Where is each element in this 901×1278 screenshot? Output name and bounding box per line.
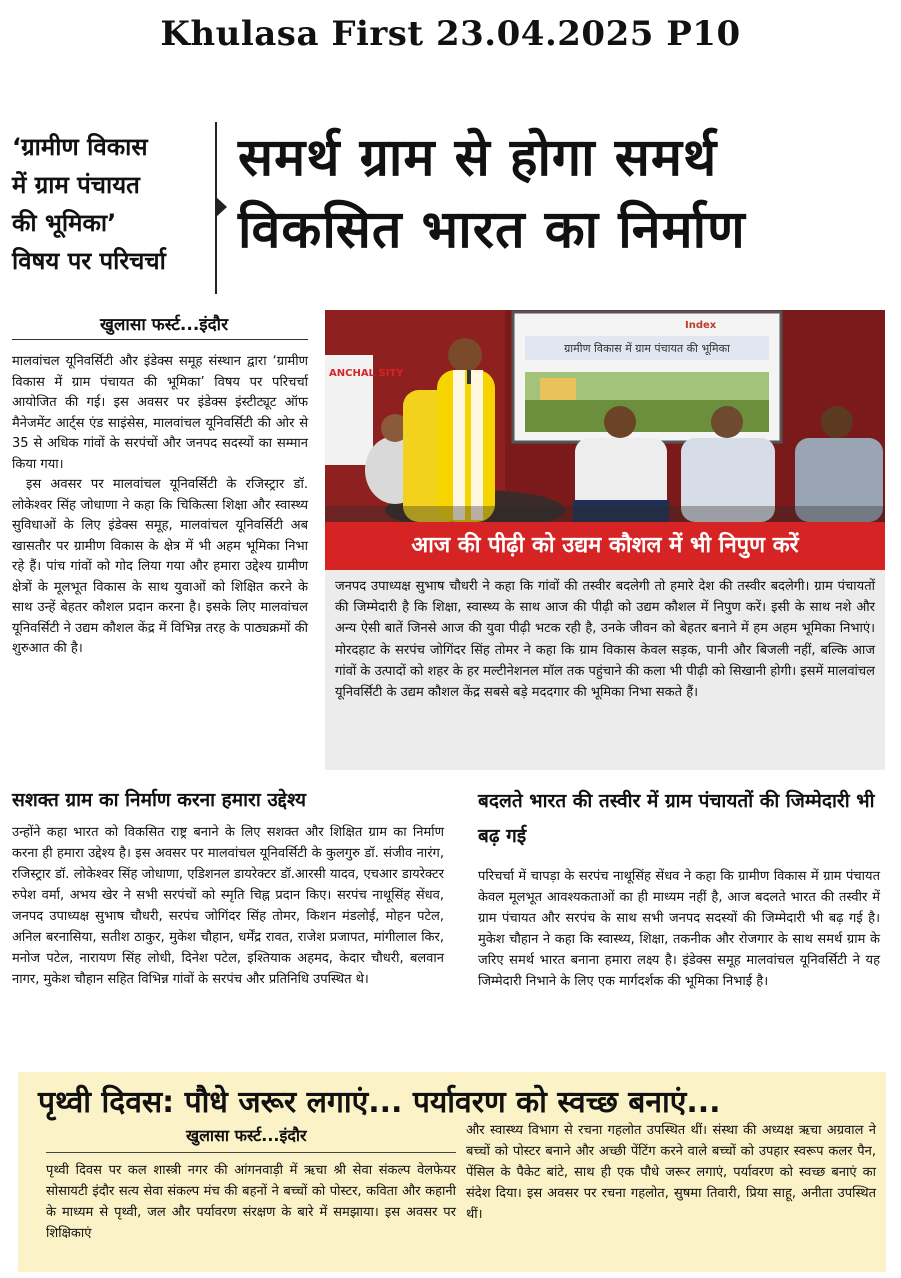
kicker-line: विषय पर परिचर्चा — [12, 247, 166, 275]
dateline-rule — [12, 339, 308, 340]
banner-text: ANCHAL SITY — [329, 368, 404, 379]
paragraph: इस अवसर पर मालवांचल यूनिवर्सिटी के रजिस्ट्रार डॉ. लोकेश्वर सिंह जोधाणा ने कहा कि चिकित्सा शिक्षा और स्वास्थ्य सुविधाओं के लिए इंडेक्स समूह, मालवांचल यूनिवर्सिटी अब खासतौर पर ग्रामीण विकास के क्षेत्र में भी अहम भूमिका निभा रहे हैं। पांच गांवों को गोद लिया गया और हमारा उद्देश्य ग्रामीण क्षेत्रों के मूलभूत विकास के साथ युवाओं को शिक्षित करने के साथ उन्हें बेहतर कौशल प्रदान करना है। इसके लिए मालवांचल यूनिवर्सिटी ने उद्यम कौशल केंद्र में विभिन्न तरह के पाठ्यक्रमों की शुरुआत की है। — [12, 477, 308, 656]
box-rule — [46, 1152, 456, 1153]
headline-line: समर्थ ग्राम से होगा समर्थ — [238, 128, 718, 188]
screen-title: ग्रामीण विकास में ग्राम पंचायत की भूमिका — [564, 342, 730, 355]
subheading-left: सशक्त ग्राम का निर्माण करना हमारा उद्देश्य — [12, 789, 307, 811]
box-dateline: खुलासा फर्स्ट...इंदौर — [186, 1126, 307, 1145]
left-column-bottom: उन्होंने कहा भारत को विकसित राष्ट्र बनाने के लिए सशक्त और शिक्षित ग्राम का निर्माण करना ही हमारा उद्देश्य है। इस अवसर पर मालवांचल यूनिवर्सिटी के कुलगुरु डॉ. संजीव नारंग, रजिस्ट्रार डॉ. लोकेश्वर सिंह जोधाणा, एडिशनल डायरेक्टर डॉ.आरसी यादव, एचआर डायरेक्टर रुपेश वर्मा, अभय खेर ने सभी सरपंचों को स्मृति चिह्न प्रदान किए। सरपंच नाथूसिंह सेंधव, जनपद उपाध्यक्ष सुभाष चौधरी, सरपंच जोगिंदर सिंह तोमर, किशन मंडलोई, मोहन पटेल, अनिल बरनासिया, सतीश ठाकुर, मुकेश चौहान, धर्मेंद्र रावत, राजेश प्रजापत, मांगीलाल किर, मनोज पटेल, नारायण सिंह लोधी, दिनेश पटेल, इश्तियाक अहमद, केदार चौधरी, बलवान नागर, मुकेश चौहान सहित विभिन्न गांवों के सरपंच और प्रतिनिधि उपस्थित थे। — [12, 825, 444, 987]
left-column — [12, 352, 308, 660]
kicker-line: ‘ग्रामीण विकास — [12, 133, 148, 161]
right-column-bottom: परिचर्चा में चापड़ा के सरपंच नाथूसिंह सेंधव ने कहा कि ग्रामीण विकास में ग्राम पंचायत केवल मूलभूत आवश्यकताओं का ही माध्यम नहीं है, आज बदलते भारत की तस्वीर में ग्राम पंचायत और सरपंच के साथ सभी जनपद सदस्यों की जिम्मेदारी भी बढ़ गई है। मुकेश चौहान ने कहा कि स्वास्थ्य, शिक्षा, तकनीक और रोजगार के साथ समर्थ ग्राम के जरिए समर्थ भारत बनाना हमारा लक्ष्य है। इंडेक्स समूह मालवांचल यूनिवर्सिटी ने यह जिम्मेदारी निभाने के लिए एक मार्गदर्शक की भूमिका निभाई है। — [478, 869, 880, 989]
story-kicker — [12, 128, 212, 280]
subheading-right: बदलते भारत की तस्वीर में ग्राम पंचायतों की जिम्मेदारी भी बढ़ गई — [478, 790, 875, 847]
paragraph: मालवांचल यूनिवर्सिटी और इंडेक्स समूह संस्थान द्वारा ‘ग्रामीण विकास में ग्राम पंचायत की भूमिका’ विषय पर परिचर्चा आयोजित की गई। इस अवसर पर इंडेक्स इंस्टीट्यूट ऑफ मैनेजमेंट आर्ट्स एंड साइंसेस, मालवांचल यूनिवर्सिटी की ओर से 35 से अधिक गांवों के सरपंचों और जनपद सदस्यों का सम्मान किया गया। — [12, 354, 308, 472]
photo-caption: आज की पीढ़ी को उद्यम कौशल में भी निपुण करें — [325, 522, 885, 570]
earth-day-box — [18, 1072, 886, 1272]
event-photo — [325, 310, 885, 522]
masthead: Khulasa First 23.04.2025 P10 — [160, 14, 741, 54]
kicker-arrow-icon — [215, 196, 227, 218]
dateline: खुलासा फर्स्ट...इंदौर — [100, 315, 229, 335]
main-headline — [238, 122, 888, 266]
screen-brand: Index — [685, 320, 717, 331]
right-column-top: जनपद उपाध्यक्ष सुभाष चौधरी ने कहा कि गांवों की तस्वीर बदलेगी तो हमारे देश की तस्वीर बदलेगी। ग्राम पंचायतों की जिम्मेदारी है कि शिक्षा, स्वास्थ्य के साथ आज की पीढ़ी को उद्यम कौशल में निपुण करें। इसी के साथ नशे और अन्य ऐसी बातें जिनसे आज की युवा पीढ़ी भटक रही है, उनके जीवन को बेहतर बनाने में हम अहम भूमिका निभाएं। मोरदहाट के सरपंच जोगिंदर सिंह तोमर ने कहा कि ग्राम विकास केवल सड़क, पानी और बिजली नहीं, बल्कि आज गांवों के उत्पादों को शहर के हर मल्टीनेशनल मॉल तक पहुंचाने की कला भी पीढ़ी को सिखानी होगी। इसमें मालवांचल यूनिवर्सिटी के उद्यम कौशल केंद्र सबसे बड़े मददगार की भूमिका निभा सकते हैं। — [325, 570, 885, 770]
headline-line: विकसित भारत का निर्माण — [238, 200, 746, 260]
box-body-left: पृथ्वी दिवस पर कल शास्त्री नगर की आंगनवाड़ी में ऋचा श्री सेवा संकल्प वेलफेयर सोसायटी इंदौर सत्य सेवा संकल्प मंच की बहनों ने बच्चों को पोस्टर, कविता और कहानी के माध्यम से पृथ्वी, जल और पर्यावरण संरक्षण के बारे में समझाया। इस अवसर पर शिक्षिकाएं — [46, 1163, 456, 1241]
box-body-right: और स्वास्थ्य विभाग से रचना गहलोत उपस्थित थीं। संस्था की अध्यक्ष ऋचा अग्रवाल ने बच्चों को पोस्टर बनाने और अच्छी पेंटिंग करने वाले बच्चों को उपहार स्वरूप कलर पैन, पेंसिल के पैकेट बांटे, साथ ही एक पौधे जरूर लगाएं, पर्यावरण को स्वच्छ बनाएं का संदेश दिया। इस अवसर पर रचना गहलोत, सुषमा तिवारी, प्रिया साहू, अनीता उपस्थित थीं। — [466, 1123, 876, 1222]
kicker-line: में ग्राम पंचायत — [12, 171, 140, 199]
box-headline: पृथ्वी दिवस: पौधे जरूर लगाएं... पर्यावरण को स्वच्छ बनाएं... — [38, 1085, 721, 1120]
kicker-line: की भूमिका’ — [12, 209, 117, 237]
event-photo-illustration — [325, 310, 885, 522]
